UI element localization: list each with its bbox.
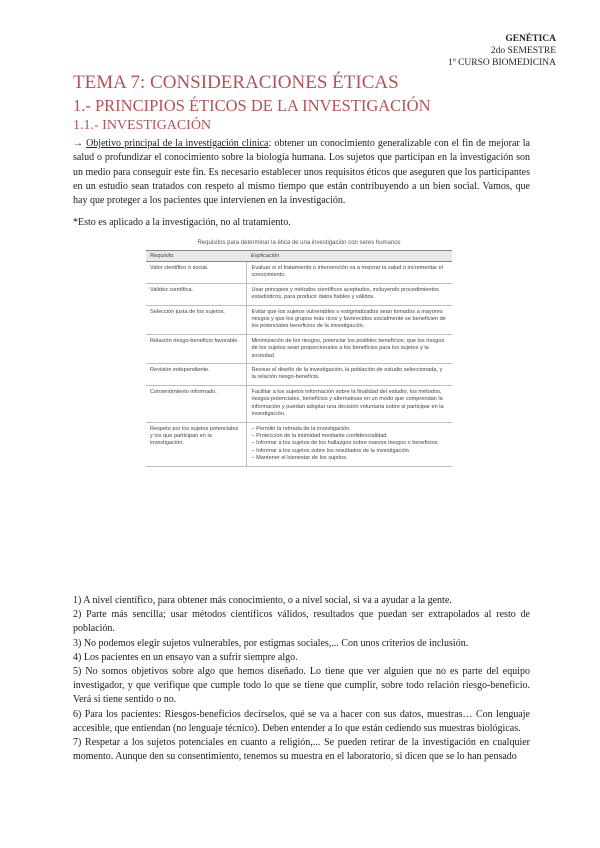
table-row <box>146 334 452 363</box>
requirements-table <box>146 250 452 467</box>
requirement-cell: Revisión independiente. <box>146 364 247 386</box>
section-title: 1.- PRINCIPIOS ÉTICOS DE LA INVESTIGACIÓN <box>73 96 431 115</box>
list-item: 6) Para los pacientes: Riesgos-beneficios decírselos, qué se va a hacer con sus datos, muestras… Con lenguaje accesible, que entiendan (no lenguaje técnico). Deben entender a lo que están cediendo sus muestras biológicas. <box>73 708 530 734</box>
requirement-cell: Relación riesgo-beneficio favorable. <box>146 334 247 363</box>
intro-paragraph <box>73 137 530 208</box>
table-row <box>146 262 452 284</box>
table-row <box>146 364 452 386</box>
header-course: 1º CURSO BIOMEDICINA <box>448 58 556 68</box>
explanation-cell: Revisar el diseño de la investigación, la población de estudio seleccionada, y la relación riesgo-beneficio. <box>247 364 452 386</box>
points-list <box>73 594 530 764</box>
explanation-cell: Evitar que los sujetos vulnerables o estigmatizados sean tomados a mayores riesgos y que los grupos más ricos y favorecidos socialmente se beneficien de los potenciales beneficios de la investigación. <box>247 305 452 334</box>
table-row <box>146 422 452 466</box>
list-item: 5) No somos objetivos sobre algo que hemos diseñado. Lo tiene que ver alguien que no es parte del equipo investigador, y que verifique que cumple todo lo que se tiene que cumplir, sobre todo relación riesgo-beneficio. Verá si tiene sentido o no. <box>73 666 530 706</box>
ethics-requirements-table <box>146 240 452 576</box>
intro-text: : obtener un conocimiento generalizable con el fin de mejorar la salud o profundizar el conocimiento sobre la biología humana. Los sujetos que participan en la investigación son un medio para conseguir este fin. Es necesario establecer unos requisitos éticos que aseguren que los participantes en un estudio sean tratados con respeto al mismo tiempo que están contribuyendo a un bien social. Vamos, que hay que proteger a los pacientes que intervienen en la investigación. <box>73 138 530 207</box>
requirement-cell: Respeto por los sujetos potenciales y los que participan en la investigación. <box>146 422 247 466</box>
explanation-cell: Minimización de los riesgos, potenciar los posibles beneficios; que los riesgos de los sujetos sean proporcionales a los beneficios para los sujetos y la sociedad. <box>247 334 452 363</box>
list-item: 1) A nivel científico, para obtener más conocimiento, o a nivel social, si va a ayudar a la gente. <box>73 595 452 606</box>
header-subject: GENÉTICA <box>505 34 556 44</box>
explanation-cell: – Permitir la retirada de la investigación. – Protección de la intimidad mediante confidencialidad. – Informar a los sujetos de los hallazgos sobre nuevos riesgos o beneficios. – Informar a los sujetos sobre los resultados de la investigación. – Mantener el bienestar de los sujetos. <box>247 422 452 466</box>
explanation-cell: Facilitar a los sujetos información sobre la finalidad del estudio, los métodos, riesgos potenciales, beneficios y alternativas en un modo que comprendan la información y puedan adoptar una decisión voluntaria sobre si participar en la investigación. <box>247 385 452 422</box>
list-item: 4) Los pacientes en un ensayo van a sufrir siempre algo. <box>73 651 298 663</box>
requirement-cell: Valor científico o social. <box>146 262 247 284</box>
list-item: 3) No podemos elegir sujetos vulnerables, por estigmas sociales,... Con unos criterios de inclusión. <box>73 637 469 649</box>
topic-title: TEMA 7: CONSIDERACIONES ÉTICAS <box>73 72 399 93</box>
table-row <box>146 385 452 422</box>
intro-lead: Objetivo principal de la investigación clínica <box>86 138 269 149</box>
list-item: 7) Respetar a los sujetos potenciales en cuanto a religión,... Se pueden retirar de la investigación en cualquier momento. Aunque den su consentimiento, tenemos su muestra en el laboratorio, si dicen que se lo han pensado <box>73 737 530 763</box>
explanation-cell: Evaluar si el tratamiento o intervención va a mejorar la salud o incrementar el conocimiento. <box>247 262 452 284</box>
arrow-icon: → <box>73 138 83 149</box>
requirement-cell: Consentimiento informado. <box>146 385 247 422</box>
header-semester: 2do SEMESTRE <box>490 46 556 56</box>
table-header-explanation: Explicación <box>247 251 452 262</box>
page-header <box>448 33 556 69</box>
table-caption: Requisitos para determinar la ética de una investigación con seres humanos <box>197 240 401 246</box>
table-row <box>146 305 452 334</box>
requirement-cell: Validez científica. <box>146 283 247 305</box>
table-header-requirement: Requisito <box>146 251 247 262</box>
subsection-title: 1.1.- INVESTIGACIÓN <box>73 118 212 133</box>
table-row <box>146 283 452 305</box>
explanation-cell: Usar principios y métodos científicos aceptados, incluyendo procedimientos estadísticos, para producir datos fiables y válidos. <box>247 283 452 305</box>
note-text: *Esto es aplicado a la investigación, no al tratamiento. <box>73 217 291 228</box>
requirement-cell: Selección justa de los sujetos. <box>146 305 247 334</box>
list-item: 2) Parte más sencilla; usar métodos científicos válidos, resultados que puedan ser extrapolados al resto de población. <box>73 609 530 635</box>
